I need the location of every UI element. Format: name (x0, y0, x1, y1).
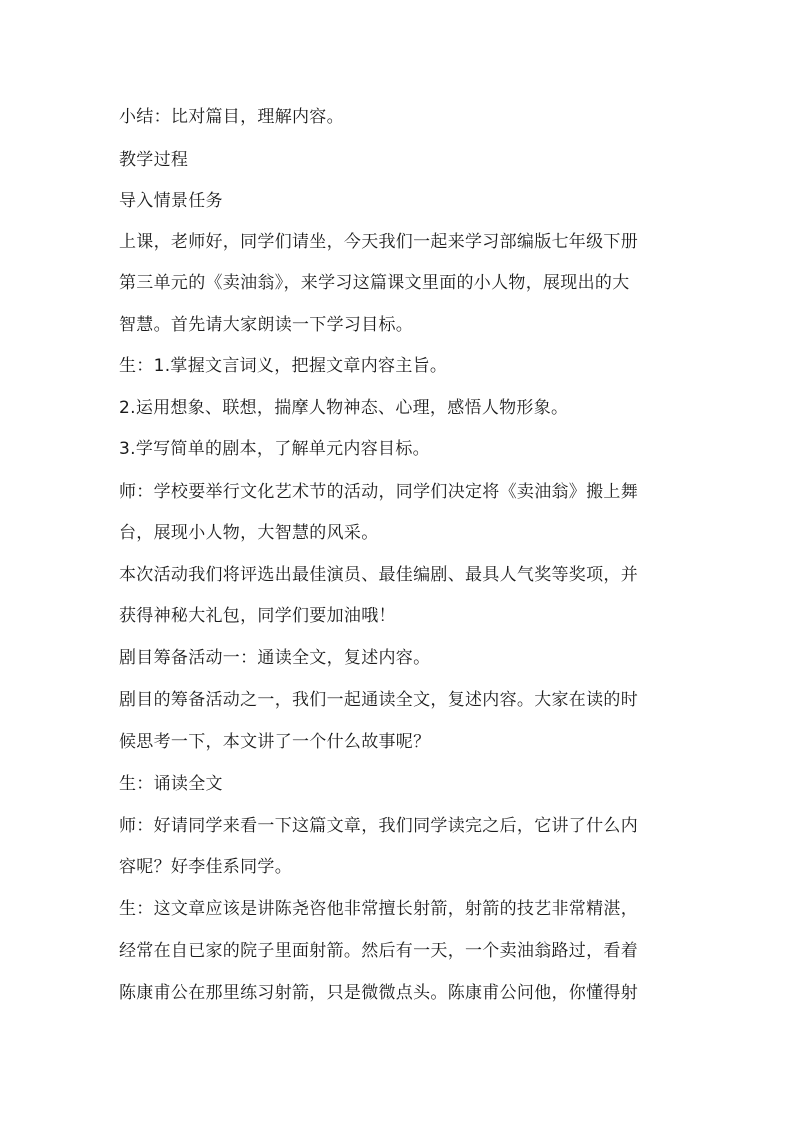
text-line: 剧目筹备活动一：通读全文，复述内容。 (119, 648, 431, 668)
text-line: 2.运用想象、联想，揣摩人物神态、心理，感悟人物形象。 (119, 398, 569, 418)
text-line: 小结：比对篇目，理解内容。 (119, 107, 344, 127)
text-line: 本次活动我们将评选出最佳演员、最佳编剧、最具人气奖等奖项，并 (119, 565, 638, 585)
text-line: 生：诵读全文 (119, 774, 223, 794)
text-line: 师：学校要举行文化艺术节的活动，同学们决定将《卖油翁》搬上舞 (119, 482, 638, 502)
text-line: 师：好请同学来看一下这篇文章，我们同学读完之后，它讲了什么内 (119, 816, 638, 836)
text-line: 经常在自已家的院子里面射箭。然后有一天，一个卖油翁路过，看着 (119, 941, 638, 961)
text-line: 生：1.掌握文言词义，把握文章内容主旨。 (119, 356, 448, 376)
text-line: 剧目的筹备活动之一，我们一起通读全文，复述内容。大家在读的时 (119, 690, 638, 710)
text-line: 台，展现小人物，大智慧的风采。 (119, 523, 379, 543)
text-line: 上课，老师好，同学们请坐，今天我们一起来学习部编版七年级下册 (119, 232, 638, 252)
text-line: 导入情景任务 (119, 191, 223, 211)
text-line: 陈康甫公在那里练习射箭，只是微微点头。陈康甫公问他，你懂得射 (119, 983, 638, 1003)
text-line: 生：这文章应该是讲陈尧咨他非常擅长射箭，射箭的技艺非常精湛， (119, 899, 638, 919)
text-line: 3.学写简单的剧本，了解单元内容目标。 (119, 439, 430, 459)
text-line: 候思考一下，本文讲了一个什么故事呢？ (119, 732, 431, 752)
text-line: 教学过程 (119, 150, 189, 170)
text-line: 第三单元的《卖油翁》，来学习这篇课文里面的小人物，展现出的大 (119, 273, 630, 293)
text-line: 智慧。首先请大家朗读一下学习目标。 (119, 315, 414, 335)
text-line: 容呢？好李佳系同学。 (119, 857, 292, 877)
text-line: 获得神秘大礼包，同学们要加油哦！ (119, 606, 396, 626)
